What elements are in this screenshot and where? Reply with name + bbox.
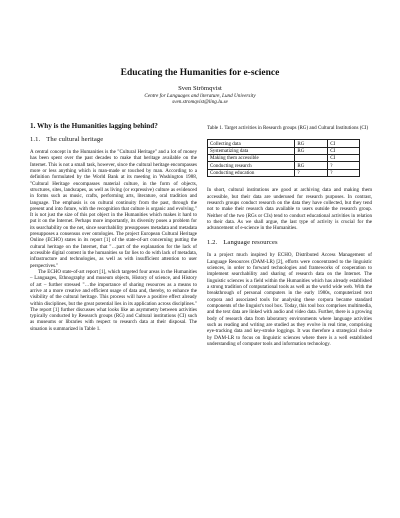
table-cell: Making them accessible — [208, 155, 295, 162]
right-column — [207, 122, 372, 347]
table-cell: ? — [328, 162, 360, 169]
table-cell: ? — [328, 169, 360, 176]
table-row — [208, 140, 360, 147]
table-cell: Collecting data — [208, 140, 295, 147]
table-cell: RG — [295, 162, 328, 169]
paper-title: Educating the Humanities for e-science — [120, 68, 280, 78]
table-cell: ? — [295, 169, 328, 176]
author-name: Sven Strömqvist — [178, 85, 222, 92]
table-cell — [295, 155, 328, 162]
table-cell: CI — [328, 140, 360, 147]
subsection-title: The cultural heritage — [46, 136, 104, 143]
body-paragraph: A central concept in the Humanities is the "Cultural Heritage" and a lot of money has been spent over the past decades to make that heritage available on the Internet. This is not a small task, however, since the cultural heritage encompasses more or less anything which is man-made or touched by man. According to a definition formulated by the World Bank at its meeting in Washington 1988, "Cultural Heritage encompasses material culture, in the form of objects, structures, sites, landscapes, as well as living (or expressive) culture as evidenced in forms such as music, crafts, performing arts, literature, oral tradition and language. The emphasis is on cultural continuity from the past, through the present and into future, with the recognition that culture is organic and evolving." It is not just the size of this pot object in the Humanities which makes it hard to put it on the Internet. Perhaps more importantly, its diversity poses a problem for its searchability on the net, since searchability presupposes metadata and metadata presupposes a consensus over ontologies. The project European Cultural Heritage Online (ECHO) states in its report [1] of the state-of-art concerning putting the cultural heritage on the Internet, that "…part of the explanation for the lack of accessible digital content in the humanities so far lies to do with lack of metadata, infrastructure and technologies, as well as with insufficient attention to user perspectives." — [30, 149, 197, 269]
table-cell: Systematizing data — [208, 147, 295, 154]
table-row — [208, 162, 360, 169]
subsection-title: Language resources — [223, 239, 278, 247]
table-row — [208, 169, 360, 176]
subsection-heading-language-resources — [207, 239, 372, 247]
body-paragraph: In a project much inspired by ECHO, Distributed Access Management of Language Resources (DAM-LR) [2], efforts were concentrated to the linguistic sciences, in order to forward technologies and frameworks of cooperation to implement searchability and sharing of research data on the Internet. The linguistic sciences is a field within the Humanities which has already established a strong tradition of computational tools as well as the world wide web. With the breakthrough of personal computers in the early 1980s, computerized text corpora and associated tools for analysing these corpora became standard components of the linguist's tool box. Today, this tool box comprises multimedia, and the text data are linked with audio and video data. Further, there is a growing body of research data from laboratory environments where language activities such as reading and writing are studied as they evolve in real time, comprising eye-tracking data and key-stroke loggings. It was therefore a strategical choice by DAM-LR to focus on linguistic sciences where there is a well established understanding of computer tools and information technology. — [207, 252, 372, 347]
activities-table — [207, 139, 360, 177]
body-paragraph: The ECHO state-of-art report [1], which targeted four areas in the Humanities – Languages, Ethnography and museum objects, History of science, and History of art – further stressed "…the importance of sharing resources as a means to arrive at a more creative and efficient usage of data and, thereby, to enhance the visibility of the cultural heritage. This process will have a positive effect already within disciplines, but the great potential lies in its application across disciplines." The report [1] further discusses what looks like an asymmetry between activities typically conducted by Research groups (RG) and Cultural institutions (CI) such as museums or libraries with respect to research data at their disposal. The situation is summarized in Table 1. — [30, 268, 197, 332]
table-cell: RG — [295, 140, 328, 147]
table-row — [208, 155, 360, 162]
table-caption: Table 1. Target activities in Research groups (RG) and Cultural Institutions (CI) — [207, 125, 369, 131]
table-row — [208, 147, 360, 154]
subsection-number: 1.1. — [30, 136, 41, 143]
left-column — [30, 122, 197, 332]
subsection-heading-cultural-heritage — [30, 136, 197, 144]
table-cell: Conducting research — [208, 162, 295, 169]
author-affiliation: Centre for Languages and literature, Lund University — [144, 93, 256, 99]
section-heading: 1. Why is the Humanities lagging behind? — [30, 122, 158, 130]
author-email: sven.stromqvist@ling.lu.se — [172, 99, 228, 105]
table-cell: RG — [295, 147, 328, 154]
table-cell: Conducting education — [208, 169, 295, 176]
table-cell: CI — [328, 155, 360, 162]
table-cell: CI — [328, 147, 360, 154]
body-paragraph: In short, cultural institutions are good at archiving data and making them accessible, but their data are underused for research purposes. In contrast, research groups conduct research on the data they have collected, but they tend not to make their research data available to users outside the research group. Neither of the two (RGs or CIs) tend to conduct educational activities in relation to their data. As we shall argue, the last type of activity is crucial for the advancement of e-science in the Humanities. — [207, 187, 372, 232]
subsection-number: 1.2. — [207, 239, 218, 247]
